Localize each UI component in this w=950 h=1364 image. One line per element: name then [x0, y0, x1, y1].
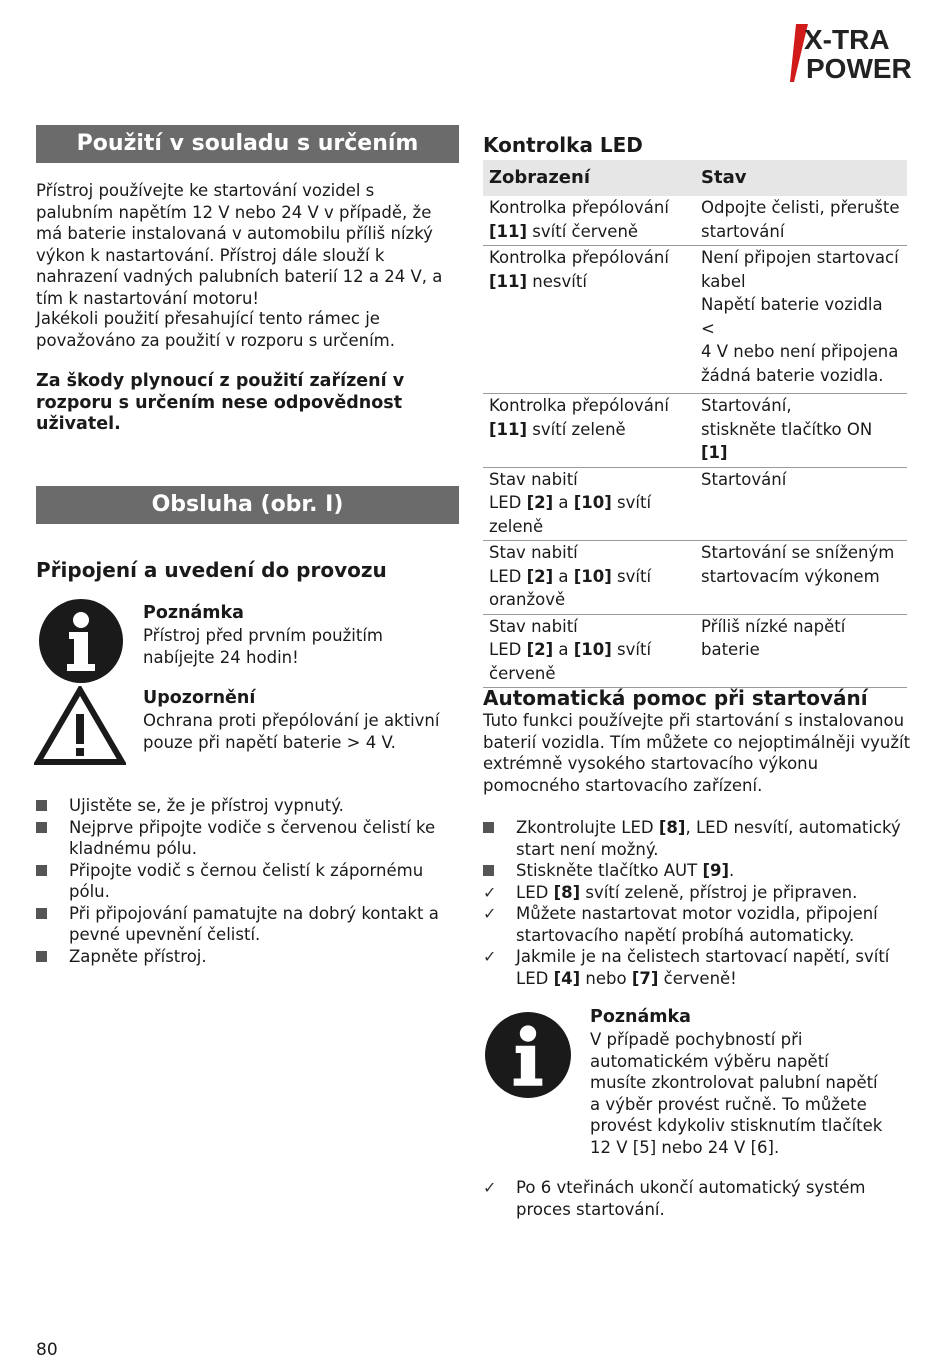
- list-item: Ujistěte se, že je přístroj vypnutý.: [36, 795, 461, 817]
- cell-display: Kontrolka přepólování [11] svítí červeně: [483, 196, 695, 246]
- cell-status: Startování: [695, 467, 907, 541]
- check-icon: ✓: [483, 904, 497, 923]
- cell-display: Kontrolka přepólování [11] nesvítí: [483, 246, 695, 394]
- table-row: [483, 541, 907, 615]
- list-item: ✓ LED [8] svítí zeleně, přístroj je připraven.: [483, 882, 858, 902]
- section-title-intended-use: Použití v souladu s určením: [36, 125, 459, 163]
- square-bullet-icon: [483, 860, 503, 882]
- column-header: Stav: [695, 160, 907, 196]
- note-text-right: V případě pochybností při automatickém výběru napětí musíte zkontrolovat palubní napětí a výběr provést ručně. To můžete provést kdykoliv stisknutím tlačítek 12 V [5] nebo 24 V [6].: [590, 1030, 883, 1157]
- table-row: [483, 394, 907, 468]
- list-item: Zkontrolujte LED [8], LED nesvítí, automatický start není možný.: [483, 817, 903, 860]
- cell-status: Není připojen startovací kabel Napětí baterie vozidla < 4 V nebo není připojena žádná baterie vozidla.: [695, 246, 907, 394]
- cell-status: Příliš nízké napětí baterie: [695, 614, 907, 688]
- cell-display: Stav nabití LED [2] a [10] svítí červeně: [483, 614, 695, 688]
- warning-text: Ochrana proti přepólování je aktivní pouze při napětí baterie > 4 V.: [143, 711, 440, 752]
- column-header: Zobrazení: [483, 160, 695, 196]
- table-row: [483, 467, 907, 541]
- intended-use-paragraph: Přístroj používejte ke startování vozidel s palubním napětím 12 V nebo 24 V v případě, že má baterie instalovaná v automobilu příliš nízký výkon k nastartování. Přístroj dále slouží k nahrazení vadných palubních baterií 12 a 24 V, a tím k nastartování motoru!: [36, 181, 443, 308]
- table-row: [483, 246, 907, 394]
- auto-start-paragraph: Tuto funkci používejte při startování s instalovanou baterií vozidla. Tím můžete co nejoptimálněji využít extrémně vysokého startovacího výkonu pomocného startovacího zařízení.: [483, 711, 911, 795]
- svg-text:X-TRA: [804, 24, 890, 55]
- note-title-left: Poznámka: [143, 603, 244, 623]
- auto-start-title: Automatická pomoc při startování: [483, 686, 868, 710]
- check-icon: ✓: [483, 882, 497, 902]
- list-item: Nejprve připojte vodiče s červenou čelistí ke kladnému pólu.: [36, 817, 461, 860]
- note-text-left: Přístroj před prvním použitím nabíjejte 24 hodin!: [143, 626, 383, 667]
- cell-status: Startování se sníženým startovacím výkonem: [695, 541, 907, 615]
- logo-line1: X-TRA: [804, 24, 890, 55]
- led-section-title: Kontrolka LED: [483, 133, 643, 157]
- info-icon: [484, 1011, 572, 1099]
- final-step-list: [483, 1177, 903, 1220]
- liability-paragraph: Za škody plynoucí z použití zařízení v rozporu s určením nese odpovědnost uživatel.: [36, 371, 405, 434]
- list-item: ✓ Po 6 vteřinách ukončí automatický systém proces startování.: [483, 1178, 866, 1219]
- list-item: Stiskněte tlačítko AUT [9].: [483, 860, 903, 882]
- list-item: ✓ Můžete nastartovat motor vozidla, připojení startovacího napětí probíhá automaticky.: [483, 904, 878, 945]
- warning-icon: [34, 686, 126, 766]
- cell-display: Stav nabití LED [2] a [10] svítí oranžově: [483, 541, 695, 615]
- table-row: [483, 614, 907, 688]
- connection-steps-list: [36, 795, 461, 967]
- list-item: Při připojování pamatujte na dobrý kontakt a pevné upevnění čelistí.: [36, 903, 461, 946]
- auto-start-steps-list: [483, 817, 903, 989]
- warning-title: Upozornění: [143, 688, 256, 708]
- list-item: Zapněte přístroj.: [36, 946, 461, 968]
- cell-status: Odpojte čelisti, přerušte startování: [695, 196, 907, 246]
- cell-display: Stav nabití LED [2] a [10] svítí zeleně: [483, 467, 695, 541]
- note-title-right: Poznámka: [590, 1007, 691, 1027]
- table-header-row: [483, 160, 907, 196]
- led-status-table: [483, 160, 907, 688]
- subheading-connection: Připojení a uvedení do provozu: [36, 558, 387, 582]
- list-item: Připojte vodič s černou čelistí k zápornému pólu.: [36, 860, 461, 903]
- page-number: 80: [36, 1340, 58, 1360]
- list-item: ✓ Jakmile je na čelistech startovací napětí, svítí LED [4] nebo [7] červeně!: [483, 947, 890, 988]
- section-title-operation: Obsluha (obr. I): [36, 486, 459, 524]
- brand-logo: [790, 22, 930, 84]
- cell-display: Kontrolka přepólování [11] svítí zeleně: [483, 394, 695, 468]
- info-icon: [38, 598, 124, 684]
- misuse-paragraph: Jakékoli použití přesahující tento rámec je považováno za použití v rozporu s určením.: [36, 309, 396, 350]
- cell-status: Startování, stiskněte tlačítko ON [1]: [695, 394, 907, 468]
- check-icon: ✓: [483, 947, 497, 966]
- logo-line2: POWER: [806, 53, 912, 84]
- svg-text:POWER: [806, 53, 912, 84]
- table-row: [483, 196, 907, 246]
- square-bullet-icon: [483, 817, 503, 839]
